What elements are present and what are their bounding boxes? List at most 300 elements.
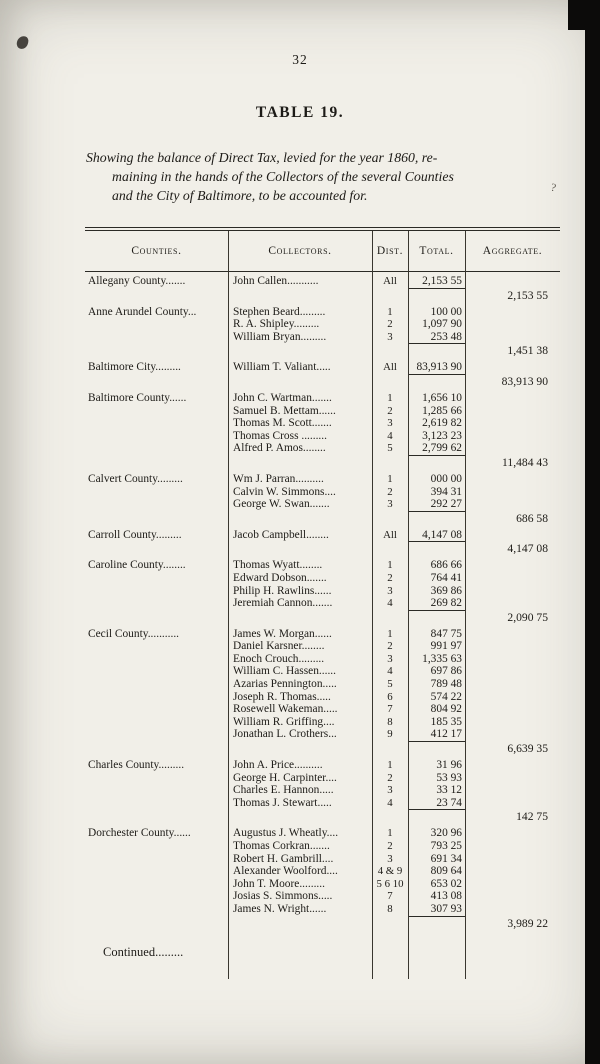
aggregate-value: 4,147 08 [507,542,548,556]
table-row [85,691,560,704]
sum-rule [408,374,465,389]
district-cell [372,511,408,526]
county-cell [85,916,228,931]
aggregate-cell [465,840,560,853]
district-cell [372,916,408,931]
table-row [85,853,560,866]
aggregate-cell [465,716,560,729]
district-cell: 5 6 10 [376,877,404,890]
total-cell: 804 92 [430,703,462,716]
aggregate-cell [465,361,560,374]
district-cell: All [383,275,397,287]
total-cell: 413 08 [430,890,462,903]
county-cell [85,405,228,418]
collector-cell: James W. Morgan...... [233,627,332,640]
table-row [85,318,560,331]
total-cell: 000 00 [430,472,462,485]
total-cell: 4,147 08 [422,528,462,541]
table-row [85,653,560,666]
district-cell [372,288,408,303]
county-cell: Anne Arundel County... [88,305,197,318]
district-cell: 1 [387,827,393,840]
total-cell: 3,123 23 [422,429,462,442]
table-row [85,628,560,641]
aggregate-cell [465,772,560,785]
collector-cell: Jacob Campbell........ [233,528,329,541]
table-row [85,442,560,455]
aggregate-cell [465,865,560,878]
table-row [85,865,560,878]
table-row [85,559,560,572]
table-row [85,585,560,598]
total-cell: 320 96 [430,827,462,840]
aggregate-cell [465,392,560,405]
caption-line: maining in the hands of the Collectors of the several Counties [112,169,454,184]
table-row [85,665,560,678]
aggregate-value: 2,153 55 [507,288,548,302]
table-row [85,878,560,891]
collector-cell: Alfred P. Amos........ [233,442,326,455]
collector-cell: William Bryan......... [233,330,327,343]
aggregate-cell [465,498,560,511]
collector-cell: John Callen........... [233,275,319,287]
collector-cell: Thomas Cross ......... [233,429,327,442]
collector-cell: Thomas Corkran....... [233,840,330,852]
table-inner [85,231,560,979]
sum-rule [408,610,465,625]
table-row [85,759,560,772]
collector-cell: Robert H. Gambrill.... [233,852,334,865]
county-cell [85,511,228,526]
collector-cell: Augustus J. Wheatly.... [233,827,339,840]
district-cell: 2 [387,318,393,331]
county-cell [85,318,228,331]
district-cell [372,809,408,824]
district-cell: 2 [387,404,393,417]
binding-edge [585,0,600,1064]
aggregate-cell [465,784,560,797]
collector-cell [228,343,372,358]
collector-cell [228,741,372,756]
aggregate-cell [465,797,560,810]
sum-rule [408,343,465,358]
aggregate-row [85,541,560,556]
column-header-counties: Counties. [131,245,182,257]
county-cell [85,865,228,878]
total-cell: 793 25 [430,840,462,852]
aggregate-cell [465,759,560,772]
collector-cell: Stephen Beard......... [233,305,326,318]
collector-cell: William T. Valiant..... [233,361,331,374]
total-cell: 653 02 [430,877,462,890]
total-cell: 292 27 [430,498,462,511]
district-cell: 2 [387,640,393,653]
district-cell: 1 [387,627,393,640]
aggregate-cell [465,640,560,653]
total-cell: 1,656 10 [422,391,462,404]
aggregate-value: 2,090 75 [507,610,548,624]
tax-table [85,227,560,979]
total-cell: 269 82 [430,597,462,610]
table-row [85,640,560,653]
aggregate-cell [465,691,560,704]
aggregate-cell [465,405,560,418]
table-row [85,827,560,840]
aggregate-cell [465,559,560,572]
sum-rule [408,511,465,526]
column-divider [228,231,229,979]
total-cell: 394 31 [430,485,462,498]
total-cell: 185 35 [430,715,462,728]
total-cell: 809 64 [430,865,462,878]
aggregate-cell [465,417,560,430]
continued-label: Continued......... [103,944,184,959]
county-cell [85,903,228,916]
collector-cell: Rosewell Wakeman..... [233,703,338,716]
column-header-collectors: Collectors. [268,245,332,257]
district-cell: 5 [387,678,393,691]
county-cell [85,691,228,704]
table-row [85,890,560,903]
table-row [85,275,560,288]
table-row [85,392,560,405]
collector-cell [228,374,372,389]
aggregate-cell [465,853,560,866]
total-cell: 1,097 90 [422,318,462,331]
total-cell: 991 97 [430,640,462,653]
county-cell [85,797,228,810]
table-row [85,306,560,319]
table-row [85,473,560,486]
aggregate-row [85,610,560,625]
total-cell: 691 34 [430,852,462,865]
district-cell: 7 [387,890,393,903]
collector-cell: Alexander Woolford.... [233,865,338,878]
caption-line: and the City of Baltimore, to be accounted for. [112,188,368,203]
collector-cell [228,455,372,470]
county-cell [85,640,228,653]
aggregate-cell [465,703,560,716]
aggregate-row [85,741,560,756]
collector-cell [228,610,372,625]
aggregate-cell [465,890,560,903]
county-cell: Baltimore City......... [88,361,181,374]
district-cell: 8 [387,715,393,728]
total-cell: 686 66 [430,559,462,572]
table-row [85,486,560,499]
county-cell [85,417,228,430]
county-cell [85,741,228,756]
total-cell: 764 41 [430,571,462,584]
district-cell: 3 [387,584,393,597]
collector-cell: Charles E. Hannon..... [233,784,334,797]
collector-cell [228,809,372,824]
district-cell: 8 [387,902,393,915]
district-cell [372,374,408,389]
collector-cell: Philip H. Rawlins...... [233,584,332,597]
aggregate-cell [465,903,560,916]
county-cell [85,653,228,666]
sum-rule [408,288,465,303]
aggregate-value: 1,451 38 [507,344,548,358]
county-cell: Dorchester County...... [88,827,191,840]
collector-cell: James N. Wright...... [233,902,327,915]
total-cell: 83,913 90 [416,361,462,374]
county-cell [85,585,228,598]
table-row [85,903,560,916]
county-cell [85,541,228,556]
table-row [85,840,560,853]
aggregate-value: 142 75 [516,810,548,824]
district-cell: 3 [387,417,393,430]
county-cell [85,288,228,303]
sum-rule [408,741,465,756]
column-header-aggregate: Aggregate. [482,245,543,257]
collector-cell: Samuel B. Mettam...... [233,404,336,417]
total-cell: 847 75 [430,627,462,640]
aggregate-cell [465,275,560,288]
collector-cell: Calvin W. Simmons.... [233,485,336,498]
table-row [85,331,560,344]
aggregate-cell [465,827,560,840]
table-row [85,361,560,374]
district-cell: 4 [387,429,393,442]
column-header-total: Total. [419,245,454,257]
aggregate-cell [465,572,560,585]
county-cell [85,878,228,891]
county-cell [85,343,228,358]
aggregate-row [85,374,560,389]
total-cell: 307 93 [430,902,462,915]
district-cell: 1 [387,472,393,485]
table-row [85,430,560,443]
collector-cell: William C. Hassen...... [233,665,336,678]
district-cell: 3 [387,784,393,797]
district-cell [372,541,408,556]
county-cell: Calvert County......... [88,472,183,485]
county-cell [85,665,228,678]
district-cell: 1 [387,305,393,318]
district-cell: 1 [387,391,393,404]
county-cell: Baltimore County...... [88,391,187,404]
table-row [85,716,560,729]
table-row [85,728,560,741]
county-cell [85,784,228,797]
county-cell [85,809,228,824]
collector-cell: John T. Moore......... [233,877,325,890]
county-cell [85,498,228,511]
aggregate-cell [465,442,560,455]
sum-rule [408,541,465,556]
collector-cell: R. A. Shipley......... [233,318,320,331]
district-cell: 1 [387,559,393,572]
district-cell: 4 [387,597,393,610]
aggregate-cell [465,728,560,741]
aggregate-cell [465,529,560,542]
aggregate-row [85,343,560,358]
collector-cell: Wm J. Parran.......... [233,472,324,485]
total-cell: 2,153 55 [422,275,462,287]
table-row [85,498,560,511]
total-cell: 53 93 [436,771,462,784]
district-cell: All [383,361,397,374]
district-cell: All [383,528,397,541]
ink-smudge [16,35,30,50]
county-cell [85,455,228,470]
aggregate-cell [465,331,560,344]
collector-cell [228,288,372,303]
district-cell: 3 [387,852,393,865]
total-cell: 789 48 [430,678,462,691]
district-cell: 6 [387,690,393,703]
county-cell: Allegany County....... [88,275,186,287]
district-cell: 7 [387,703,393,716]
collector-cell: Thomas M. Scott....... [233,417,332,430]
total-cell: 2,799 62 [422,442,462,455]
total-cell: 574 22 [430,690,462,703]
collector-cell: John A. Price.......... [233,759,323,772]
aggregate-cell [465,597,560,610]
county-cell [85,772,228,785]
district-cell: 1 [387,759,393,772]
district-cell: 4 [387,665,393,678]
sum-rule [408,916,465,931]
caption-line: Showing the balance of Direct Tax, levied for the year 1860, re- [86,150,438,165]
county-cell [85,331,228,344]
district-cell: 3 [387,498,393,511]
collector-cell: George H. Carpinter.... [233,771,337,784]
table-body [85,275,560,931]
county-cell [85,890,228,903]
district-cell: 5 [387,442,393,455]
column-divider [408,231,409,979]
district-cell: 2 [387,571,393,584]
aggregate-value: 6,639 35 [507,742,548,756]
county-cell [85,610,228,625]
table-header-row [85,231,560,271]
table-footer [85,933,560,979]
collector-cell: Azarias Pennington..... [233,678,337,691]
column-divider [372,231,373,979]
table-row [85,572,560,585]
table-row [85,797,560,810]
table-row [85,529,560,542]
district-cell: 2 [387,840,393,852]
total-cell: 2,619 82 [422,417,462,430]
column-header-dist: Dist. [376,245,404,257]
total-cell: 23 74 [436,796,462,809]
collector-cell: William R. Griffing.... [233,715,335,728]
page-number: 32 [292,52,308,67]
district-cell [372,741,408,756]
table-caption [86,148,558,205]
total-cell: 1,285 66 [422,404,462,417]
collector-cell: Josias S. Simmons..... [233,890,333,903]
aggregate-cell [465,585,560,598]
aggregate-cell [465,878,560,891]
total-cell: 1,335 63 [422,652,462,665]
collector-cell [228,511,372,526]
county-cell: Charles County......... [88,759,185,772]
aggregate-row [85,916,560,931]
sum-rule [408,809,465,824]
column-divider [465,231,466,979]
district-cell [372,610,408,625]
district-cell: 9 [387,728,393,741]
collector-cell: Edward Dobson....... [233,571,327,584]
district-cell: 4 [387,796,393,809]
collector-cell: Joseph R. Thomas..... [233,690,331,703]
county-cell [85,597,228,610]
county-cell [85,716,228,729]
aggregate-value: 3,989 22 [507,916,548,930]
county-cell [85,840,228,853]
total-cell: 100 00 [430,305,462,318]
header-rule [85,271,560,272]
collector-cell: Enoch Crouch......... [233,652,325,665]
collector-cell: Daniel Karsner........ [233,640,325,653]
aggregate-cell [465,628,560,641]
aggregate-value: 11,484 43 [502,455,548,469]
total-cell: 253 48 [430,330,462,343]
collector-cell: Thomas J. Stewart..... [233,796,332,809]
county-cell: Caroline County........ [88,559,186,572]
county-cell [85,678,228,691]
total-cell: 31 96 [436,759,462,772]
table-title: TABLE 19. [255,104,345,121]
district-cell: 3 [387,330,393,343]
district-cell [372,343,408,358]
district-cell: 2 [387,771,393,784]
county-cell [85,853,228,866]
aggregate-cell [465,653,560,666]
aggregate-cell [465,678,560,691]
district-cell: 4 & 9 [377,865,403,878]
county-cell: Carroll County......... [88,528,182,541]
total-cell: 412 17 [430,728,462,741]
table-row [85,417,560,430]
table-row [85,597,560,610]
district-cell: 3 [387,652,393,665]
aggregate-cell [465,473,560,486]
table-row [85,405,560,418]
table-row [85,784,560,797]
aggregate-row [85,455,560,470]
aggregate-value: 686 58 [516,511,548,525]
county-cell [85,442,228,455]
ink-artifact: ? [549,181,558,195]
aggregate-row [85,288,560,303]
aggregate-row [85,809,560,824]
total-cell: 697 86 [430,665,462,678]
total-cell: 33 12 [436,784,462,797]
county-cell: Cecil County........... [88,627,180,640]
table-row [85,678,560,691]
collector-cell [228,916,372,931]
aggregate-cell [465,430,560,443]
table-row [85,772,560,785]
county-cell [85,703,228,716]
county-cell [85,728,228,741]
county-cell [85,486,228,499]
collector-cell: George W. Swan....... [233,498,330,511]
collector-cell: Jeremiah Cannon....... [233,597,333,610]
aggregate-cell [465,486,560,499]
county-cell [85,572,228,585]
district-cell: 2 [387,485,393,498]
collector-cell [228,541,372,556]
district-cell [372,455,408,470]
